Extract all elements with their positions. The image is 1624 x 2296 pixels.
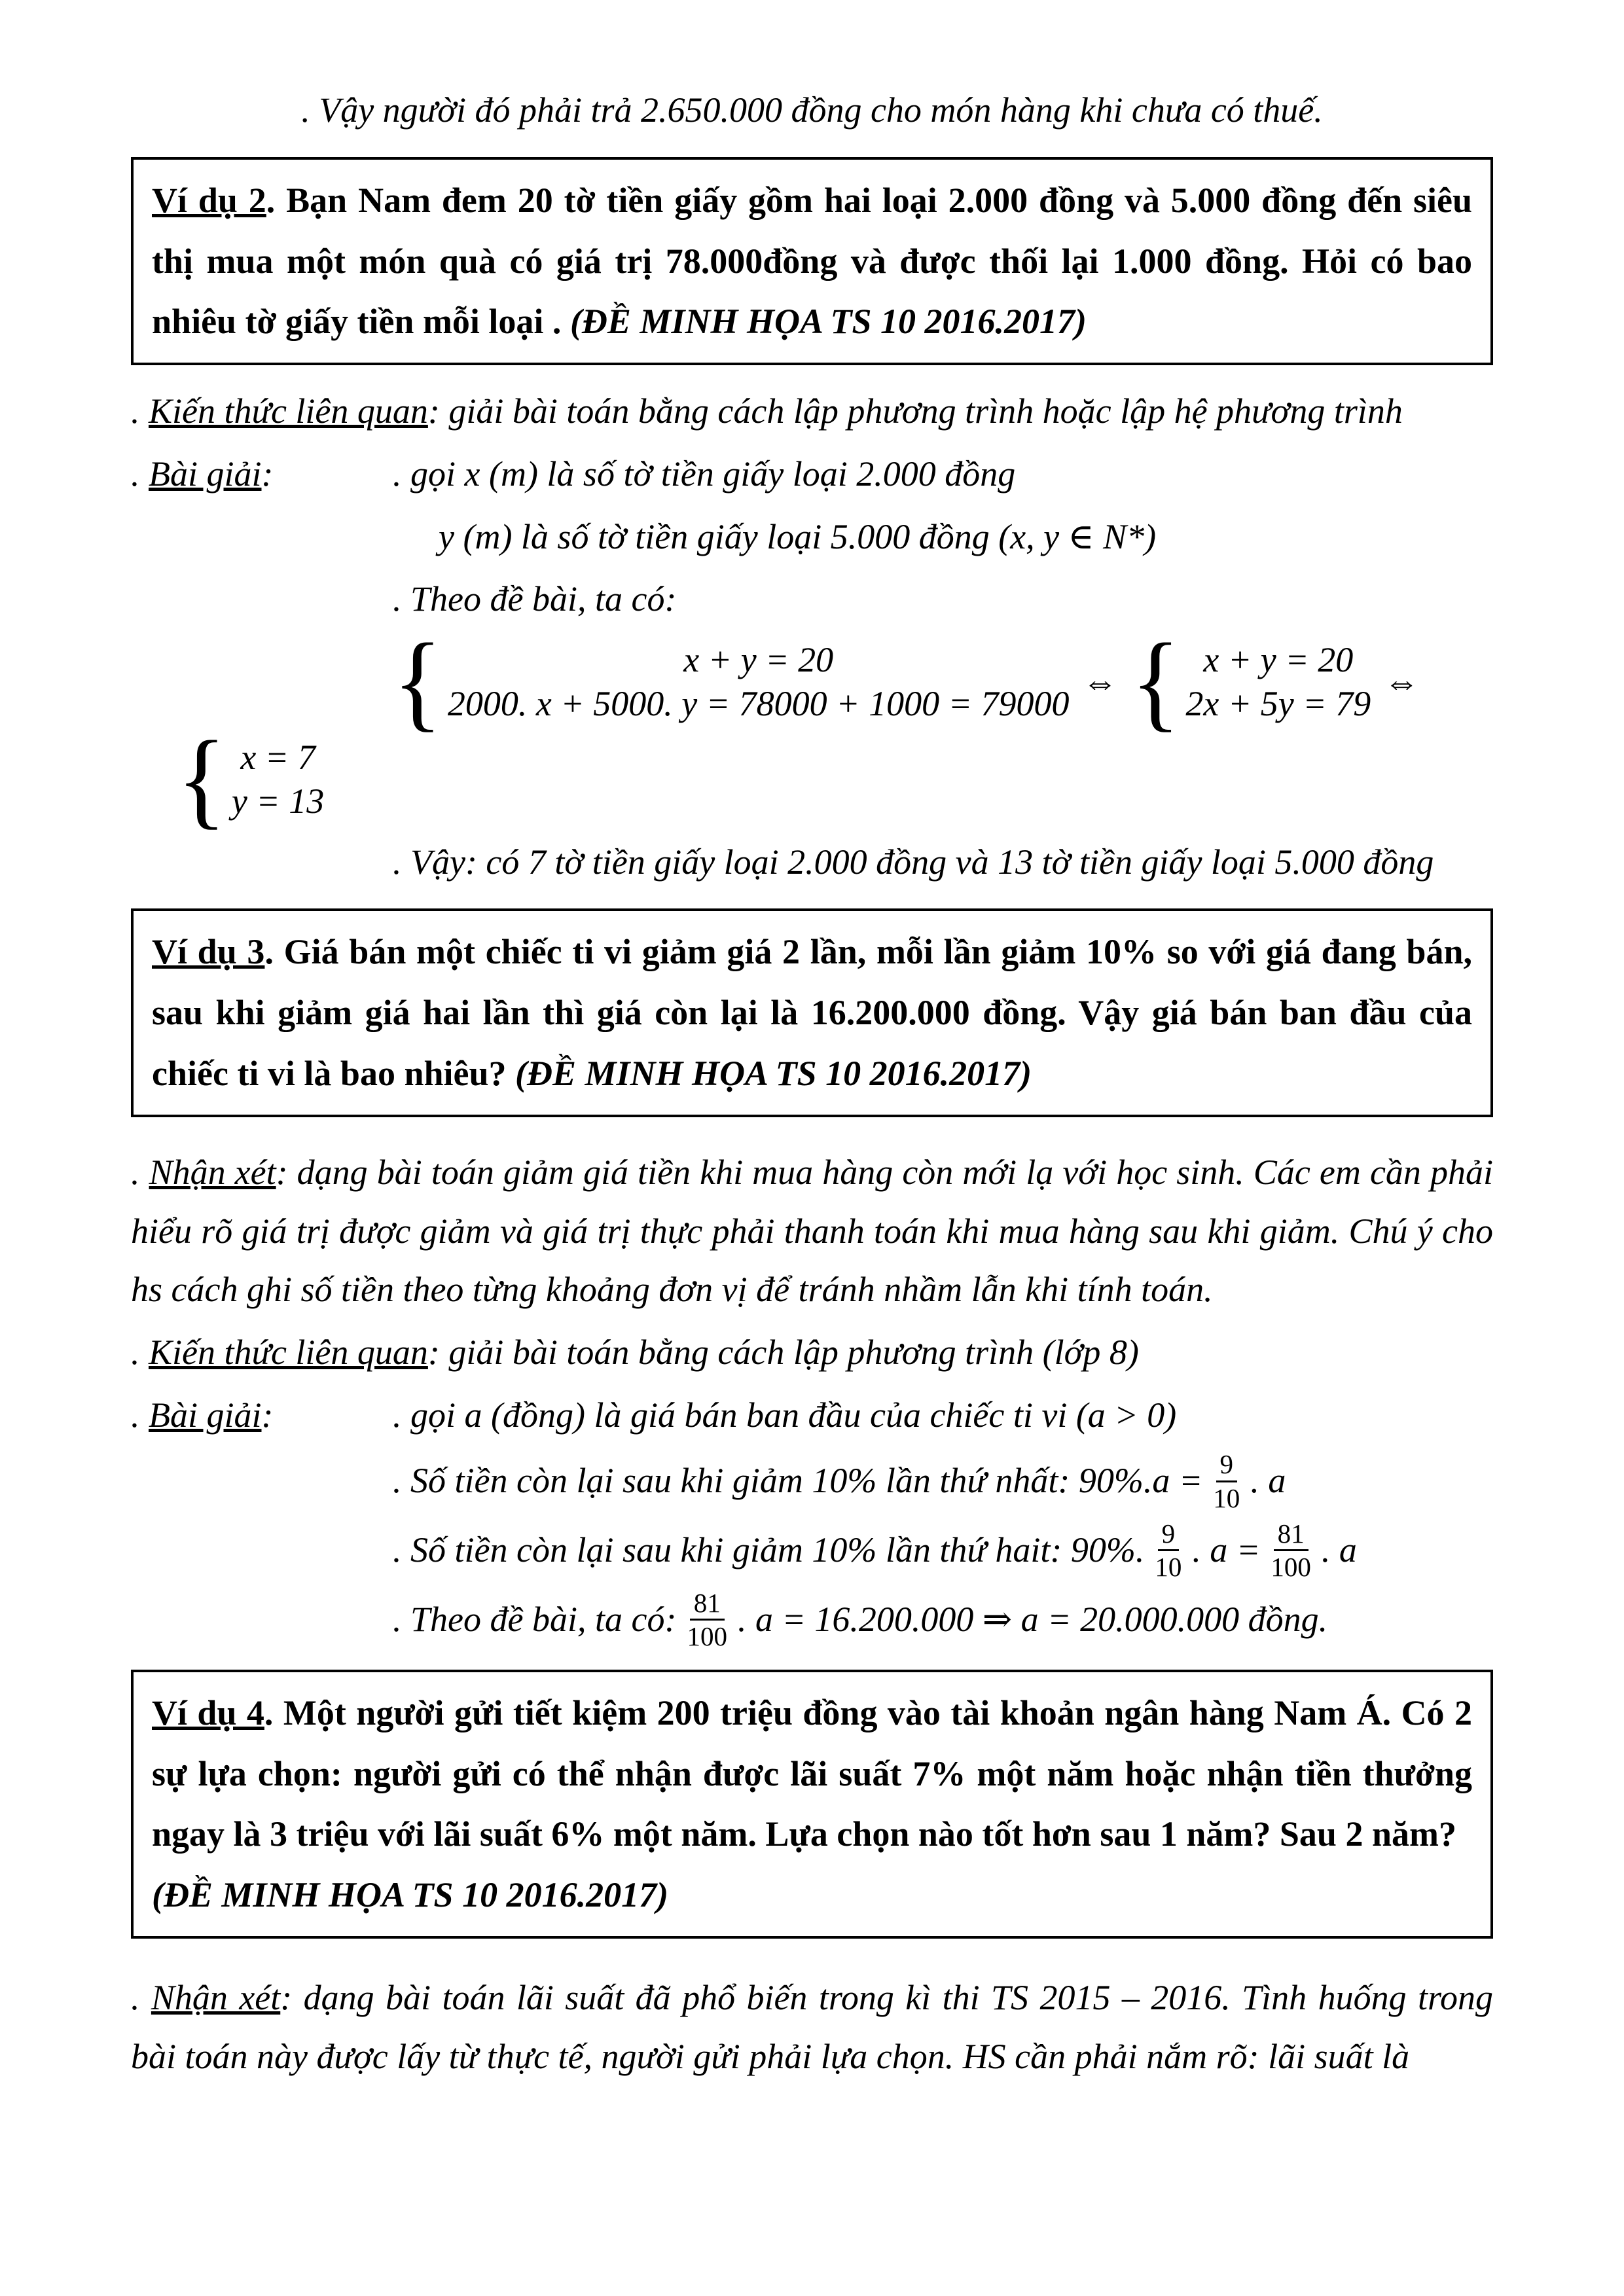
dot-prefix: . — [131, 1153, 149, 1192]
knowledge-label: Kiến thức liên quan — [149, 391, 428, 431]
left-brace-icon: { — [1130, 621, 1181, 742]
step-declare-y: y (m) là số tờ tiền giấy loại 5.000 đồng (x, y ∈ N*) — [439, 516, 1157, 556]
fraction-numerator: 9 — [1158, 1518, 1180, 1551]
fraction-numerator: 9 — [1216, 1448, 1238, 1482]
remark-label: Nhận xét — [151, 1978, 281, 2018]
fraction — [1151, 1518, 1185, 1583]
example4-box — [131, 1670, 1493, 1939]
closing-note: . Vậy người đó phải trả 2.650.000 đồng cho món hàng khi chưa có thuế. — [301, 90, 1323, 130]
fraction-denominator: 100 — [687, 1621, 727, 1652]
example2-statement: . Bạn Nam đem 20 tờ tiền giấy gồm hai loại 2.000 đồng và 5.000 đồng đến siêu thị mua một món quà có giá trị 78.000đồng và được thối lại 1.000 đồng. Hỏi có bao nhiêu tờ giấy tiền mỗi loại . — [152, 180, 1472, 342]
fraction — [1267, 1518, 1315, 1583]
dot-prefix: . — [131, 391, 149, 431]
step-text: . a = — [1192, 1530, 1261, 1570]
solution-label-text: Bài giải — [149, 454, 262, 493]
left-brace-icon: { — [393, 621, 442, 742]
solution-label — [131, 445, 393, 504]
example4-statement: . Một người gửi tiết kiệm 200 triệu đồng vào tài khoản ngân hàng Nam Á. Có 2 sự lựa chọn: người gửi có thể nhận được lãi suất 7% một năm hoặc nhận tiền thưởng ngay là 3 triệu với lãi suất 6% một năm. Lựa chọn nào tốt hơn sau 1 năm? Sau 2 năm? — [152, 1693, 1472, 1854]
solution-label — [131, 1386, 393, 1445]
example3-source: (ĐỀ MINH HỌA TS 10 2016.2017) — [515, 1054, 1032, 1094]
dot-prefix: . — [131, 1395, 149, 1435]
example3-step-final — [393, 1587, 1493, 1653]
example3-knowledge-line — [131, 1323, 1493, 1382]
dot-prefix: . — [131, 1332, 149, 1372]
step-text: . Số tiền còn lại sau khi giảm 10% lần thứ nhất: 90%.a = — [393, 1461, 1203, 1501]
step-declare-x: . gọi x (m) là số tờ tiền giấy loại 2.000 đồng — [393, 454, 1016, 493]
remark-text: : dạng bài toán lãi suất đã phổ biến trong kì thi TS 2015 – 2016. Tình huống trong bài toán này được lấy từ thực tế, người gửi phải lựa chọn. HS cần phải nắm rõ: lãi suất là — [131, 1978, 1493, 2076]
example4-source: (ĐỀ MINH HỌA TS 10 2016.2017) — [152, 1875, 669, 1915]
step-text: . a — [1321, 1530, 1357, 1570]
fraction-denominator: 10 — [1213, 1482, 1240, 1513]
fraction — [683, 1587, 731, 1653]
example2-source: (ĐỀ MINH HỌA TS 10 2016.2017) — [569, 302, 1087, 342]
example3-step-second — [393, 1518, 1493, 1583]
example3-solution-line — [131, 1386, 1493, 1445]
example3-box — [131, 908, 1493, 1117]
knowledge-text: : giải bài toán bằng cách lập phương trình hoặc lập hệ phương trình — [427, 391, 1403, 431]
step-text: . a = 16.200.000 ⇒ a = 20.000.000 đồng. — [737, 1599, 1328, 1639]
equation-system-c — [177, 719, 325, 840]
fraction — [1209, 1448, 1244, 1514]
solution-colon: : — [261, 454, 274, 493]
equation-row: x + y = 20 — [683, 639, 834, 679]
example2-title: Ví dụ 2 — [152, 180, 266, 220]
equation-row: 2x + 5y = 79 — [1185, 684, 1371, 724]
left-brace-icon: { — [177, 719, 226, 840]
remark-text: : dạng bài toán giảm giá tiền khi mua hàng còn mới lạ với học sinh. Các em cần phải hiểu rõ giá trị được giảm và giá trị thực phải thanh toán khi mua hàng sau khi giảm. Chú ý cho hs cách ghi số tiền theo từng khoảng đơn vị để tránh nhầm lẫn khi tính toán. — [131, 1153, 1493, 1310]
example2-conclusion: . Vậy: có 7 tờ tiền giấy loại 2.000 đồng và 13 tờ tiền giấy loại 5.000 đồng — [393, 842, 1434, 882]
remark-label: Nhận xét — [149, 1153, 276, 1192]
fraction-denominator: 10 — [1155, 1552, 1182, 1583]
example3-title: Ví dụ 3 — [152, 932, 265, 972]
equation-system-a — [393, 621, 1070, 742]
equation-system-b — [1130, 621, 1371, 742]
step-text: . Theo đề bài, ta có: — [393, 1599, 677, 1639]
solution-label-text: Bài giải — [149, 1395, 262, 1435]
iff-operator: ⇔ — [1384, 662, 1420, 702]
fraction-numerator: 81 — [1274, 1518, 1308, 1551]
equation-line-2 — [177, 719, 1493, 840]
equation-row: x = 7 — [240, 737, 316, 777]
knowledge-label: Kiến thức liên quan — [149, 1332, 428, 1372]
example3-statement: . Giá bán một chiếc ti vi giảm giá 2 lần, mỗi lần giảm 10% so với giá đang bán, sau khi giảm giá hai lần thì giá còn lại là 16.200.000 đồng. Vậy giá bán ban đầu của chiếc ti vi là bao nhiêu? — [152, 932, 1472, 1094]
iff-operator: ⇔ — [1082, 662, 1118, 702]
equation-row: x + y = 20 — [1203, 639, 1354, 679]
dot-prefix: . — [131, 1978, 151, 2018]
equation-line-1 — [393, 621, 1493, 742]
step-text: . a — [1250, 1461, 1286, 1501]
dot-prefix: . — [131, 454, 149, 493]
fraction-numerator: 81 — [690, 1587, 725, 1621]
example2-knowledge-line — [131, 382, 1493, 441]
equation-row: 2000. x + 5000. y = 78000 + 1000 = 79000 — [447, 684, 1070, 724]
step-text: . Số tiền còn lại sau khi giảm 10% lần thứ hait: 90%. — [393, 1530, 1145, 1570]
example4-remark — [131, 1969, 1493, 2086]
fraction-denominator: 100 — [1271, 1552, 1311, 1583]
step-declare-a: . gọi a (đồng) là giá bán ban đầu của chiếc ti vi (a > 0) — [393, 1395, 1177, 1435]
example2-box — [131, 157, 1493, 366]
example3-step-first — [393, 1448, 1493, 1514]
example2-solution-line — [131, 445, 1493, 504]
equation-row: y = 13 — [231, 781, 325, 821]
example4-title: Ví dụ 4 — [152, 1693, 264, 1732]
example3-remark — [131, 1143, 1493, 1319]
knowledge-text: : giải bài toán bằng cách lập phương trình (lớp 8) — [427, 1332, 1139, 1372]
step-setup: . Theo đề bài, ta có: — [393, 579, 677, 619]
solution-colon: : — [261, 1395, 274, 1435]
